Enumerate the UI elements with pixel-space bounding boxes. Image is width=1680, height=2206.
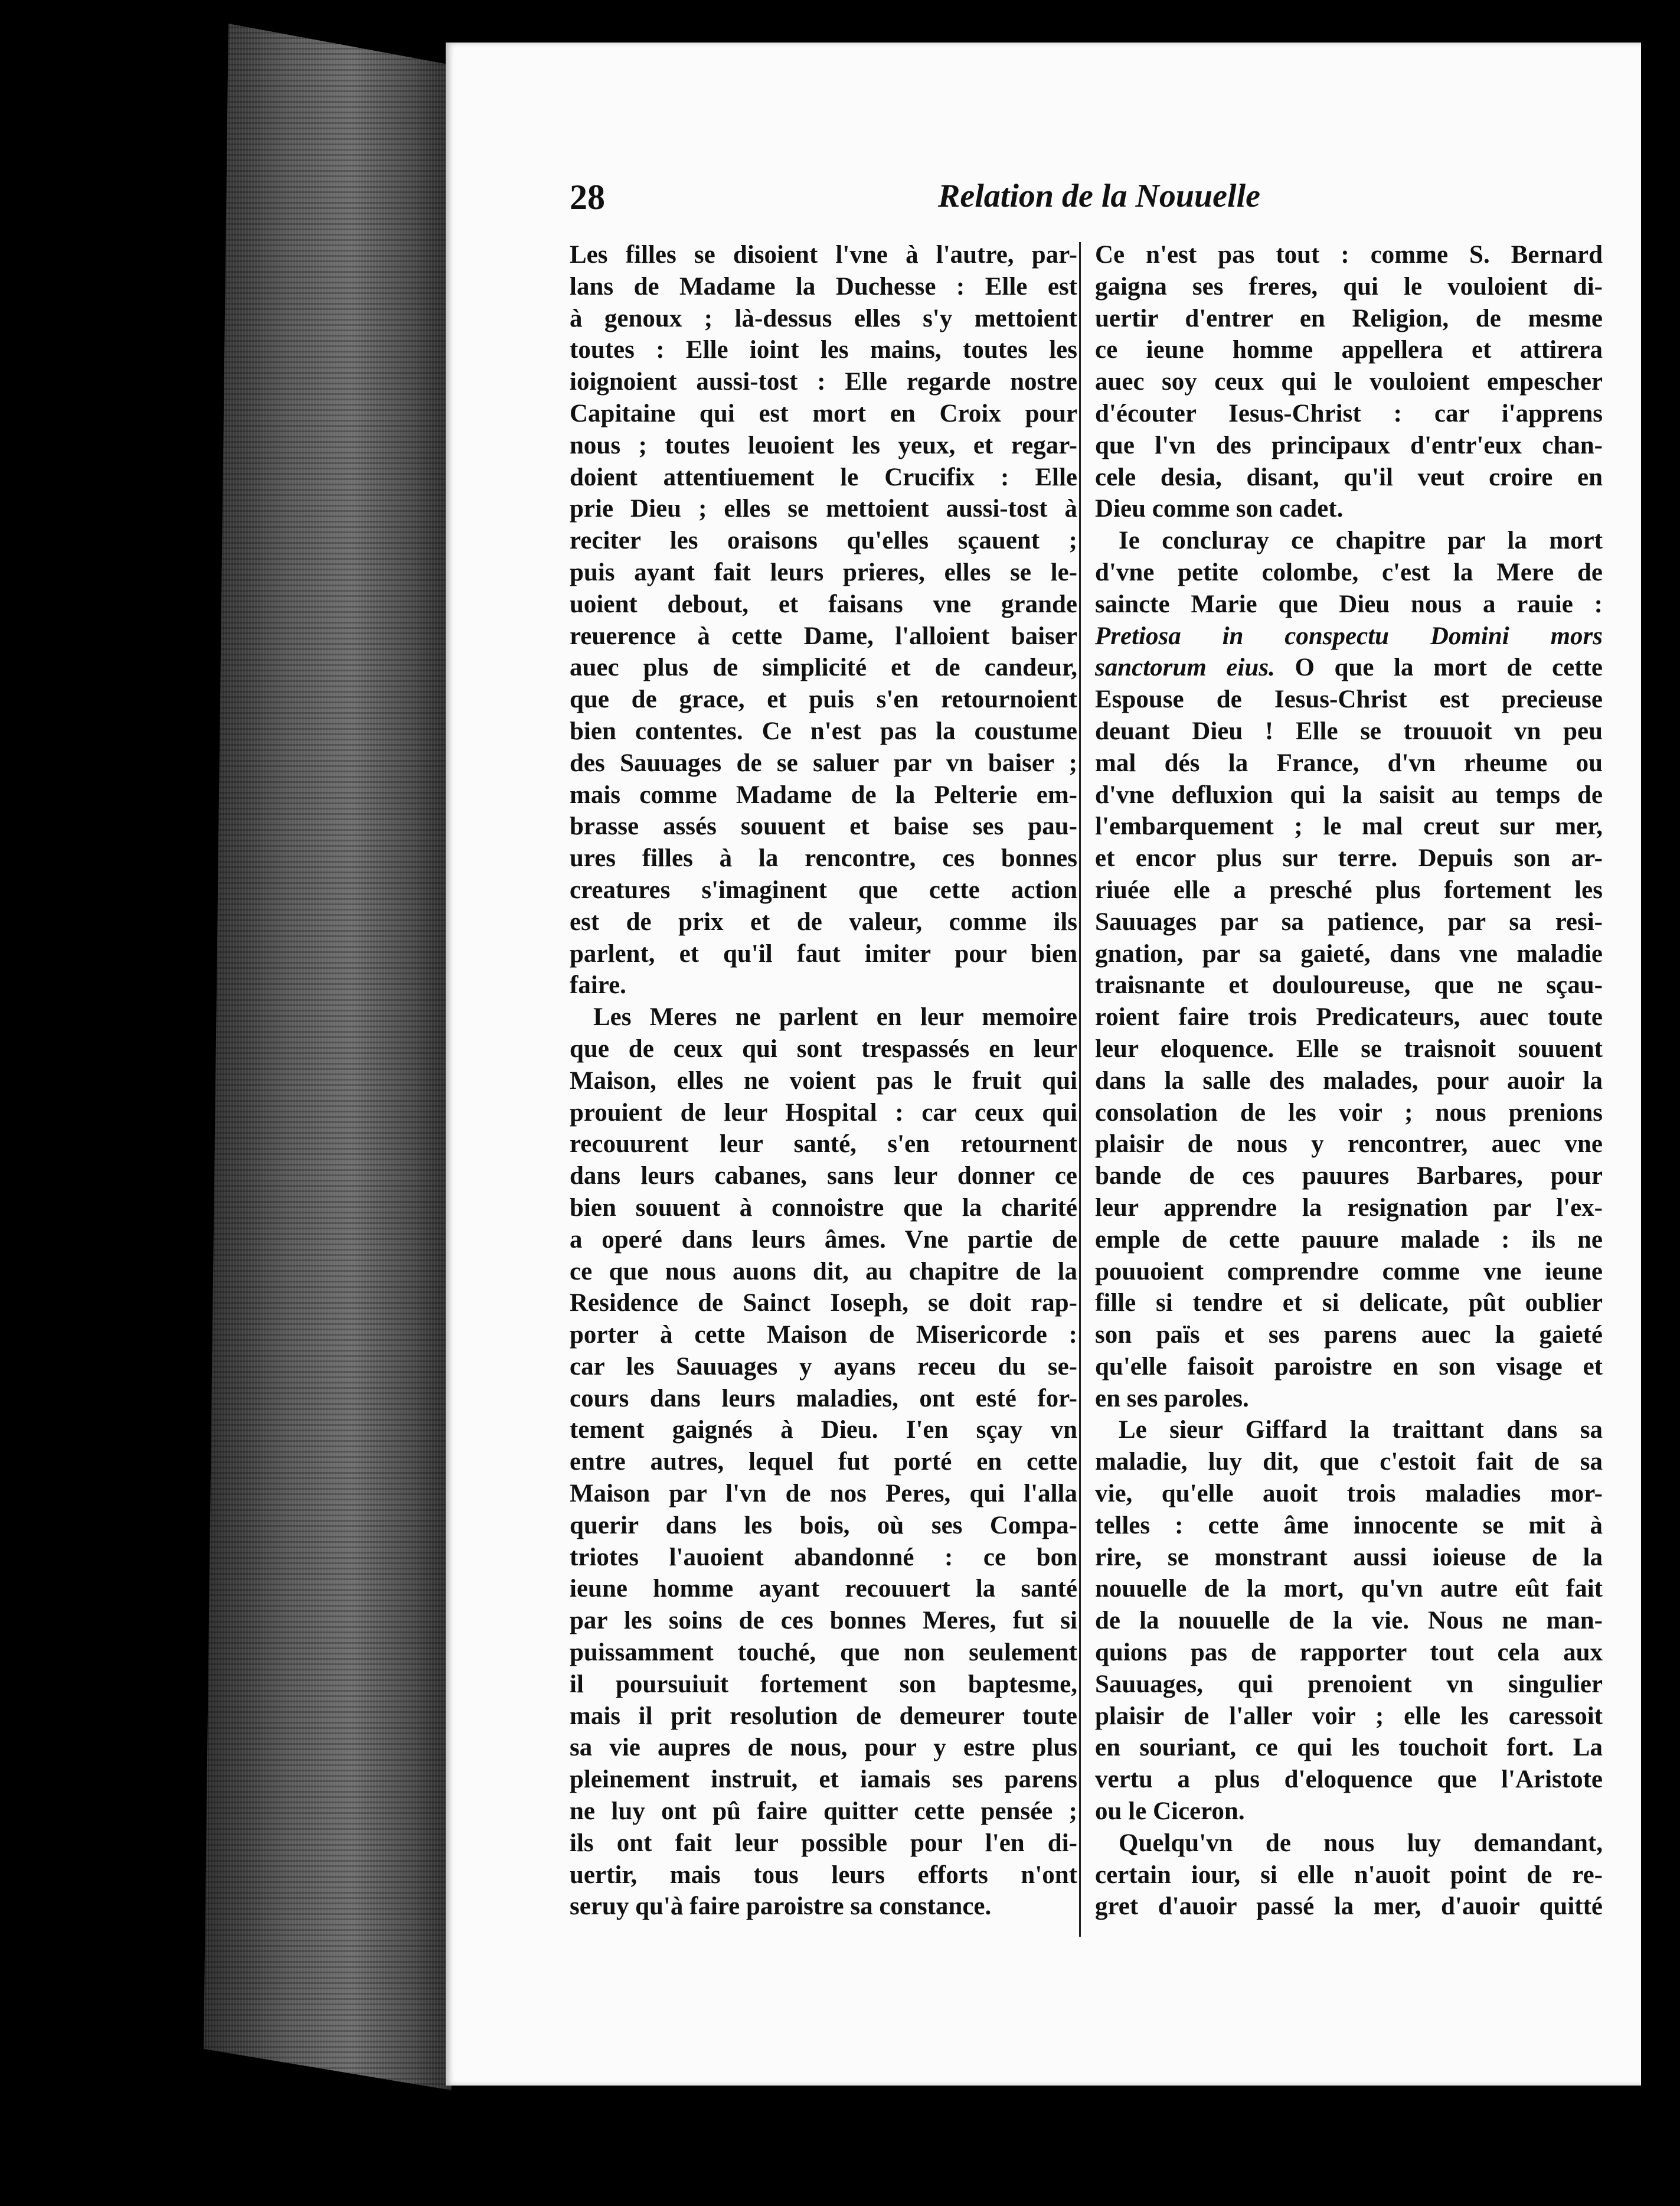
text-line: en ses paroles.	[1095, 1384, 1249, 1412]
text-line: certain iour, si elle n'auoit point de re-	[1095, 1861, 1603, 1889]
text-line: ce ieune homme appellera et attirera	[1095, 336, 1603, 364]
text-line: roient faire trois Predicateurs, auec toute	[1095, 1003, 1603, 1032]
text-line: rire, se monstrant aussi ioieuse de la	[1095, 1543, 1603, 1571]
column-divider	[1079, 242, 1081, 1937]
text-line: parlent, et qu'il faut imiter pour bien	[570, 939, 1077, 968]
text-line: reuerence à cette Dame, l'alloient baiser	[570, 622, 1077, 650]
text-line: ils ont fait leur possible pour l'en di-	[570, 1829, 1077, 1857]
text-line: prouient de leur Hospital : car ceux qui	[570, 1098, 1077, 1127]
text-line: dans leurs cabanes, sans leur donner ce	[570, 1162, 1077, 1190]
text-line: que de grace, et puis s'en retournoient	[570, 686, 1077, 714]
text-line: lans de Madame la Duchesse : Elle est	[570, 272, 1077, 301]
text-line: Maison par l'vn de nos Peres, qui l'alla	[570, 1480, 1077, 1508]
text-line: est de prix et de valeur, comme ils	[570, 908, 1077, 936]
text-line: et encor plus sur terre. Depuis son ar-	[1095, 844, 1603, 873]
text-line: recouurent leur santé, s'en retournent	[570, 1130, 1077, 1159]
text-line: à genoux ; là-dessus elles s'y mettoient	[570, 304, 1077, 332]
text-line: plaisir de l'aller voir ; elle les caressoit	[1095, 1702, 1603, 1730]
text-line: telles : cette âme innocente se mit à	[1095, 1511, 1603, 1539]
text-line: ures filles à la rencontre, ces bonnes	[570, 844, 1077, 873]
text-line: riuée elle a presché plus fortement les	[1095, 876, 1603, 904]
text-line: d'vne petite colombe, c'est la Mere de	[1095, 558, 1603, 586]
text-line: nouuelle de la mort, qu'vn autre eût fait	[1095, 1575, 1603, 1603]
text-line: auec plus de simplicité et de candeur,	[570, 654, 1077, 682]
text-line: puis ayant fait leurs prieres, elles se le-	[570, 558, 1077, 586]
text-line: ne luy ont pû faire quitter cette pensée ;	[570, 1797, 1077, 1826]
text-line: doient attentiuement le Crucifix : Elle	[570, 463, 1077, 491]
text-line: leur apprendre la resignation par l'ex-	[1095, 1193, 1603, 1222]
text-line: deuant Dieu ! Elle se trouuoit vn peu	[1095, 717, 1603, 745]
text-line: toutes : Elle ioint les mains, toutes les	[570, 336, 1077, 364]
text-line: querir dans les bois, où ses Compa-	[570, 1511, 1077, 1539]
text-line: triotes l'auoient abandonné : ce bon	[570, 1543, 1077, 1571]
text-line: Espouse de Iesus-Christ est precieuse	[1095, 686, 1603, 714]
text-line: auec soy ceux qui le vouloient empescher	[1095, 368, 1603, 396]
text-line: gaigna ses freres, qui le vouloient di-	[1095, 272, 1603, 301]
text-line: que de ceux qui sont trespassés en leur	[570, 1035, 1077, 1063]
text-line: bien contentes. Ce n'est pas la coustume	[570, 717, 1077, 745]
text-line: quions pas de rapporter tout cela aux	[1095, 1639, 1603, 1667]
text-line: maladie, luy dit, que c'estoit fait de sa	[1095, 1448, 1603, 1476]
text-line: cele desia, disant, qu'il veut croire en	[1095, 463, 1603, 491]
running-title: Relation de la Nouuelle	[938, 178, 1260, 214]
text-line: Maison, elles ne voient pas le fruit qui	[570, 1066, 1077, 1095]
text-line: creatures s'imaginent que cette action	[570, 876, 1077, 904]
text-line: reciter les oraisons qu'elles sçauent ;	[570, 527, 1077, 555]
text-line: pleinement instruit, et iamais ses parens	[570, 1766, 1077, 1794]
text-line: uoient debout, et faisans vne grande	[570, 590, 1077, 618]
text-line: mais il prit resolution de demeurer toute	[570, 1702, 1077, 1730]
text-line: fille si tendre et si delicate, pût oublier	[1095, 1289, 1603, 1317]
text-line: Les Meres ne parlent en leur memoire	[593, 1003, 1077, 1032]
text-line: l'embarquement ; le mal creut sur mer,	[1095, 812, 1603, 841]
text-line: son païs et ses parens auec la gaieté	[1095, 1321, 1603, 1349]
text-line: cours dans leurs maladies, ont esté for-	[570, 1384, 1077, 1412]
text-line: ioignoient aussi-tost : Elle regarde nostre	[570, 368, 1077, 396]
text-line: seruy qu'à faire paroistre sa constance.	[570, 1892, 992, 1921]
text-line: uertir d'entrer en Religion, de mesme	[1095, 304, 1603, 332]
text-line: consolation de les voir ; nous prenions	[1095, 1098, 1603, 1127]
text-line: mais comme Madame de la Pelterie em-	[570, 781, 1077, 809]
text-line: de la nouuelle de la vie. Nous ne man-	[1095, 1607, 1603, 1635]
text-line: par les soins de ces bonnes Meres, fut si	[570, 1607, 1077, 1635]
text-line: vie, qu'elle auoit trois maladies mor-	[1095, 1480, 1603, 1508]
text-line: que l'vn des principaux d'entr'eux chan-	[1095, 431, 1603, 459]
text-line: Dieu comme son cadet.	[1095, 495, 1344, 523]
left-text-column	[570, 239, 1077, 1923]
text-line: ieune homme ayant recouuert la santé	[570, 1575, 1077, 1603]
text-line: en souriant, ce qui les touchoit fort. La	[1095, 1734, 1603, 1762]
text-line: Quelqu'vn de nous luy demandant,	[1119, 1829, 1603, 1857]
text-line: qu'elle faisoit paroistre en son visage et	[1095, 1352, 1603, 1381]
text-line: entre autres, lequel fut porté en cette	[570, 1448, 1077, 1476]
right-text-column	[1095, 239, 1603, 1923]
text-line: Les filles se disoient l'vne à l'autre, par-	[570, 241, 1077, 269]
text-line: Ce n'est pas tout : comme S. Bernard	[1095, 241, 1603, 269]
page-right-border	[1641, 35, 1680, 2102]
text-line: bande de ces pauures Barbares, pour	[1095, 1162, 1603, 1190]
text-line: Ie concluray ce chapitre par la mort	[1119, 527, 1603, 555]
text-line: ou le Ciceron.	[1095, 1797, 1245, 1826]
text-line: Le sieur Giffard la traittant dans sa	[1119, 1416, 1603, 1444]
text-line: faire.	[570, 971, 626, 1000]
text-line: nous ; toutes leuoient les yeux, et regar-	[570, 431, 1077, 459]
text-line: sa vie aupres de nous, pour y estre plus	[570, 1734, 1077, 1762]
text-line: d'vne defluxion qui la saisit au temps de	[1095, 781, 1603, 809]
page-number: 28	[570, 178, 605, 217]
text-line: emple de cette pauure malade : ils ne	[1095, 1225, 1603, 1254]
text-line: Sauuages par sa patience, par sa resi-	[1095, 908, 1603, 936]
text-line: Pretiosa in conspectu Domini mors	[1095, 622, 1603, 650]
text-line: car les Sauuages y ayans receu du se-	[570, 1352, 1077, 1381]
text-line: sanctorum eius. O que la mort de cette	[1095, 654, 1603, 682]
text-line: gret d'auoir passé la mer, d'auoir quitté	[1095, 1892, 1603, 1921]
text-line: traisnante et douloureuse, que ne sçau-	[1095, 971, 1603, 1000]
page-header	[570, 177, 1260, 224]
text-line: pouuoient comprendre comme vne ieune	[1095, 1257, 1603, 1285]
text-line: des Sauuages de se saluer par vn baiser ;	[570, 749, 1077, 777]
text-line: vertu a plus d'eloquence que l'Aristote	[1095, 1766, 1603, 1794]
text-line: leur eloquence. Elle se traisnoit souuent	[1095, 1035, 1603, 1063]
text-line: dans la salle des malades, pour auoir la	[1095, 1066, 1603, 1095]
text-line: ce que nous auons dit, au chapitre de la	[570, 1257, 1077, 1285]
book-page-edges	[204, 24, 452, 2090]
text-line: porter à cette Maison de Misericorde :	[570, 1321, 1077, 1349]
text-line: tement gaignés à Dieu. I'en sçay vn	[570, 1416, 1077, 1444]
text-line: saincte Marie que Dieu nous a rauie :	[1095, 590, 1603, 618]
text-line: prie Dieu ; elles se mettoient aussi-tost à	[570, 495, 1077, 523]
text-line: il poursuiuit fortement son baptesme,	[570, 1670, 1077, 1698]
text-line: puissamment touché, que non seulement	[570, 1639, 1077, 1667]
text-line: mal dés la France, d'vn rheume ou	[1095, 749, 1603, 777]
text-line: plaisir de nous y rencontrer, auec vne	[1095, 1130, 1603, 1159]
text-line: gnation, par sa gaieté, dans vne maladie	[1095, 939, 1603, 968]
text-line: a operé dans leurs âmes. Vne partie de	[570, 1225, 1077, 1254]
text-line: Residence de Sainct Ioseph, se doit rap-	[570, 1289, 1077, 1317]
text-line: bien souuent à connoistre que la charité	[570, 1193, 1077, 1222]
text-line: Capitaine qui est mort en Croix pour	[570, 399, 1077, 428]
text-line: Sauuages, qui prenoient vn singulier	[1095, 1670, 1603, 1698]
text-line: brasse assés souuent et baise ses pau-	[570, 812, 1077, 841]
text-line: d'écouter Iesus-Christ : car i'apprens	[1095, 399, 1603, 428]
text-line: uertir, mais tous leurs efforts n'ont	[570, 1861, 1077, 1889]
